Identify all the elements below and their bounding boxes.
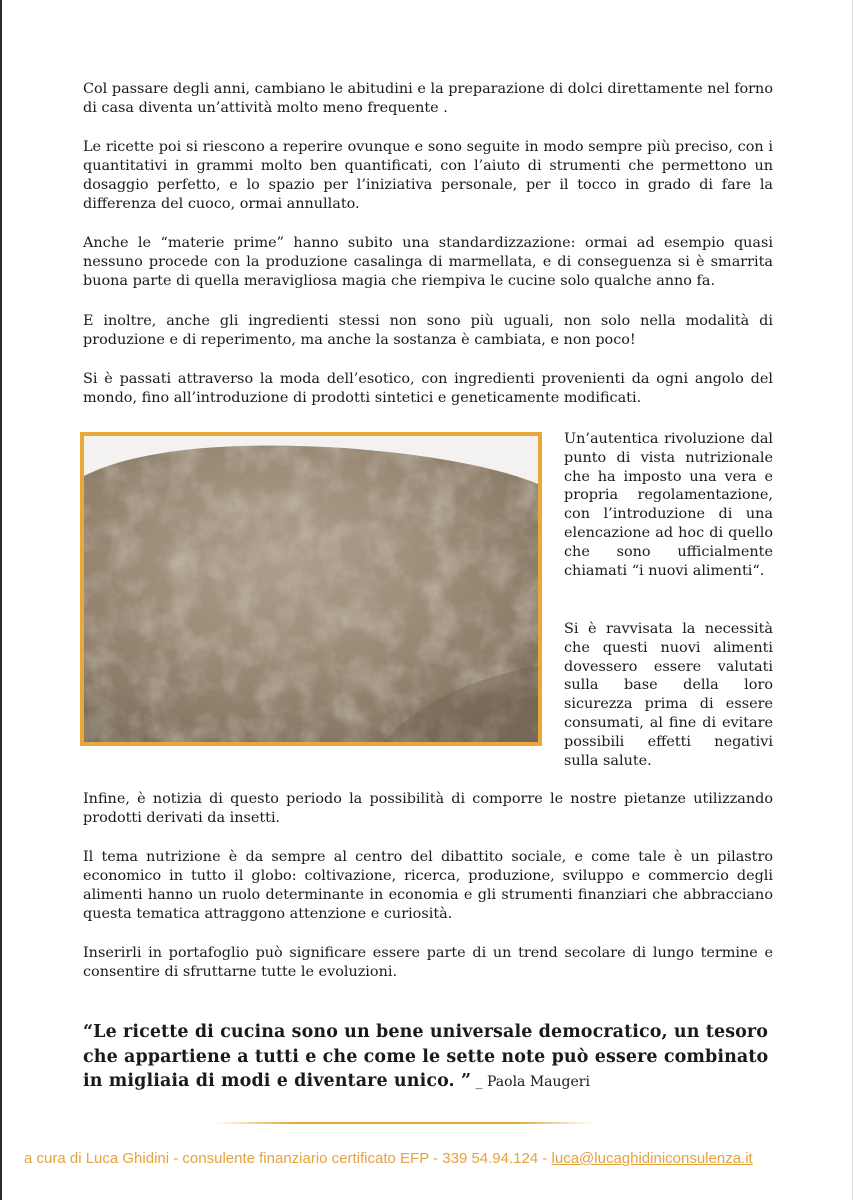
paragraph-8: Inserirli in portafoglio può significare essere parte di un trend secolare di lungo termine e consentire di sfruttarne tutte le evoluzioni. [83,945,773,980]
quote-text: “Le ricette di cucina sono un bene universale democratico, un tesoro che appartiene a tutti e che come le sette note può essere combinato in migliaia di modi e diventare unico. [83,1022,769,1091]
page-left-border [0,0,2,1200]
paragraph-2: Le ricette poi si riescono a reperire ovunque e sono seguite in modo sempre più preciso, con i quantitativi in grammi molto ben quantificati, con l’aiuto di strumenti che permettono un dosaggio perfetto, e lo spazio per l’iniziativa personale, per il tocco in grado di fare la differenza del cuoco, ormai annullato. [83,139,773,212]
paragraph-3: Anche le “materie prime” hanno subito una standardizzazione: ormai ad esempio quasi nessuno procede con la produzione casalinga di marmellata, e di conseguenza si è smarrita buona parte di quella meravigliosa magia che riempiva le cucine solo qualche anno fa. [83,235,773,289]
paragraph-6: Infine, è notizia di questo periodo la possibilità di comporre le nostre pietanze utilizzando prodotti derivati da insetti. [83,791,773,826]
quote-close-mark: ” [454,1071,472,1091]
paragraph-1: Col passare degli anni, cambiano le abitudini e la preparazione di dolci direttamente nel forno di casa diventa un’attività molto meno frequente . [83,81,773,116]
powder-pile-icon [84,436,538,742]
footer-divider [215,1122,595,1124]
footer-text: a cura di Luca Ghidini - consulente finanziario certificato EFP - 339 54.94.124 - [24,1150,552,1167]
side-paragraph-1: Un’autentica rivoluzione dal punto di vista nutrizionale che ha imposto una vera e propria regolamentazione, con l’introduzione di una elencazione ad hoc di quello che sono ufficialmente chiamati “i nuovi alimenti“. [564,431,773,579]
footer-credits [24,1150,829,1167]
quote-author: _ Paola Maugeri [471,1074,590,1090]
closing-quote [83,1020,783,1095]
powder-photo [80,432,542,746]
paragraph-4: E inoltre, anche gli ingredienti stessi non sono più uguali, non solo nella modalità di produzione e di reperimento, ma anche la sostanza è cambiata, e non poco! [83,313,773,348]
paragraph-5: Si è passati attraverso la moda dell’esotico, con ingredienti provenienti da ogni angolo del mondo, fino all’introduzione di prodotti sintetici e geneticamente modificati. [83,371,773,406]
side-paragraph-2: Si è ravvisata la necessità che questi nuovi alimenti dovessero essere valutati sulla base della loro sicurezza prima di essere consumati, al fine di evitare possibili effetti negativi sulla salute. [564,621,773,769]
paragraph-7: Il tema nutrizione è da sempre al centro del dibattito sociale, e come tale è un pilastro economico in tutto il globo: coltivazione, ricerca, produzione, sviluppo e commercio degli alimenti hanno un ruolo determinante in economia e gli strumenti finanziari che abbracciano questa tematica attraggono attenzione e curiosità. [83,849,773,922]
footer-email-link[interactable]: luca@lucaghidiniconsulenza.it [551,1150,753,1167]
